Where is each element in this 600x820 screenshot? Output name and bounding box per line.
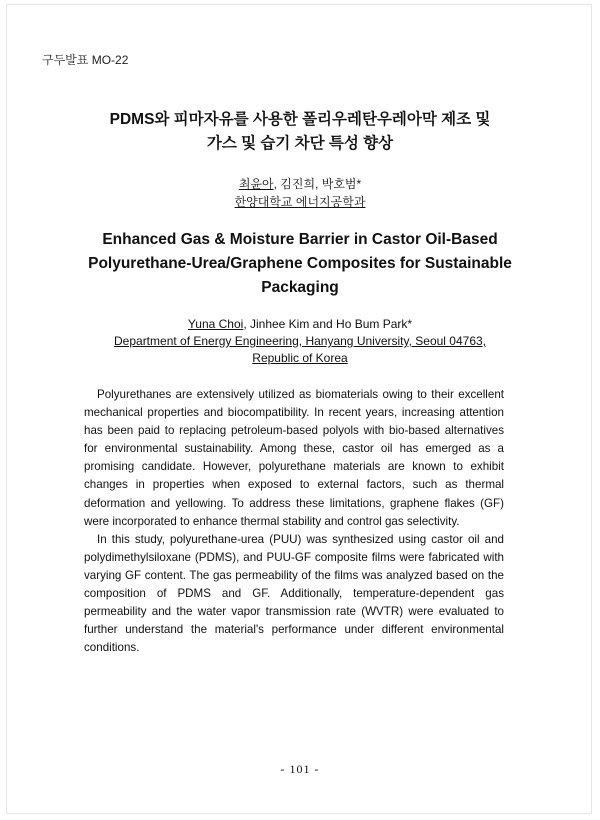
korean-authors <box>40 175 560 193</box>
korean-title: PDMS와 피마자유를 사용한 폴리우레탄우레아막 제조 및 가스 및 습기 차단 특성 향상 <box>109 111 491 152</box>
abstract-paragraph-2: In this study, polyurethane-urea (PUU) was synthesized using castor oil and polydimethylsiloxane (PDMS), and PUU-GF composite films were fabricated with varying GF content. The gas permeability of the films was analyzed based on the composition of PDMS and GF. Additionally, temperature-dependent gas permeability and the water vapor transmission rate (WVTR) were evaluated to further understand the material's performance under different environmental conditions. <box>84 532 504 655</box>
coauthors-ko: , 김진희, 박호범* <box>273 177 362 191</box>
korean-affiliation: 한양대학교 에너지공학과 <box>234 195 366 209</box>
english-affiliation-line2: Republic of Korea <box>252 351 348 365</box>
coauthors-en: , Jinhee Kim and Ho Bum Park* <box>243 317 413 331</box>
english-authors <box>70 316 530 333</box>
english-author-block <box>70 316 530 367</box>
page-number: - 101 - <box>280 762 320 776</box>
abstract-body <box>84 386 504 657</box>
english-title: Enhanced Gas & Moisture Barrier in Castor Oil-Based Polyurethane-Urea/Graphene Composites for Sustainable Packaging <box>88 231 512 296</box>
abstract-paragraph-1: Polyurethanes are extensively utilized as biomaterials owing to their excellent mechanical properties and biocompatibility. In recent years, increasing attention has been paid to replacing petroleum-based polyols with bio-based alternatives for environmental sustainability. Among these, castor oil has emerged as a promising candidate. However, polyurethane materials are known to exhibit changes in properties when exposed to external factors, such as thermal deformation and yellowing. To address these limitations, graphene flakes (GF) were incorporated to enhance thermal stability and control gas selectivity. <box>84 388 504 528</box>
english-affiliation-line1: Department of Energy Engineering, Hanyang University, Seoul 04763, <box>114 334 486 348</box>
session-label: 구두발표 MO-22 <box>42 53 129 67</box>
presenting-author-en: Yuna Choi <box>187 317 244 331</box>
korean-author-block <box>40 175 560 211</box>
presenting-author-ko: 최윤아 <box>238 177 274 191</box>
